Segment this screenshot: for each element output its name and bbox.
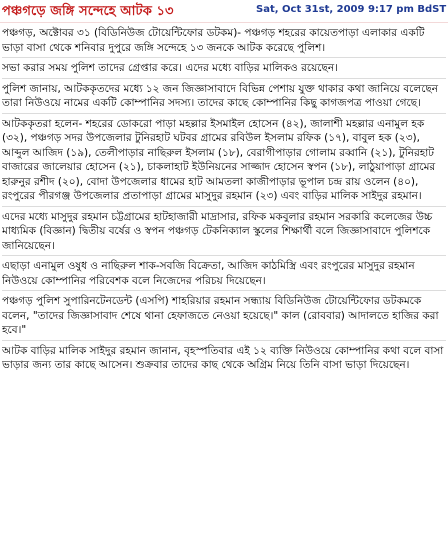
paragraph-arrest: সভা করার সময় পুলিশ তাদের গ্রেপ্তার করে। এদের মধ্যে বাড়ির মালিকও রয়েছেন। — [2, 61, 446, 79]
paragraph-police-statement: পুলিশ জানায়, আটককৃতদের মধ্যে ১২ জন জিজ্ঞাসাবাদে বিভিন্ন পেশায় যুক্ত থাকার কথা জানিয়ে বলেছেন তারা নিউওয়ে নামের একটি কোম্পানির সদস্য। তাদের কাছে কোম্পানির কিছু কাগজপত্র পাওয়া গেছে। — [2, 82, 446, 114]
paragraph-dateline: পঞ্চগড়, অক্টোবর ৩১ (বিডিনিউজ টোয়েন্টিফোর ডটকম)- পঞ্চগড় শহরের কায়েতপাড়া এলাকার একটি ভাড়া বাসা থেকে শনিবার দুপুরে জঙ্গি সন্দেহে ১৩ জনকে আটক করেছে পুলিশ। — [2, 26, 446, 58]
article-body — [2, 26, 446, 550]
paragraph-sp-quote: পঞ্চগড় পুলিশ সুপারিনটেনডেন্ট (এসপি) শাহরিয়ার রহমান সন্ধ্যায় বিডিনিউজ টোয়েন্টিফোর ডটকমকে বলেন, "তাদের জিজ্ঞাসাবাদ শেষে থানা হেফাজতে নেওয়া হয়েছে।" কাল (রোববার) আদালতে হাজির করা হবে।" — [2, 294, 446, 341]
publish-timestamp: Sat, Oct 31st, 2009 9:17 pm BdST — [256, 4, 447, 15]
paragraph-students: এদের মধ্যে মাসুদুর রহমান চট্টগ্রামের হাটহাজারী মাদ্রাসার, রফিক মকবুলার রহমান সরকারি কলেজের উচ্চ মাধ্যমিক (বিজ্ঞান) দ্বিতীয় বর্ষের ও স্বপন পঞ্চগড় টেকনিক্যাল স্কুলের শিক্ষার্থী বলে জিজ্ঞাসাবাদে পুলিশকে জানিয়েছেন। — [2, 210, 446, 257]
article-header — [0, 0, 448, 23]
paragraph-detainee-list: আটককৃতরা হলেন- শহরের ডোকরো পাড়া মহল্লার ইসমাইল হোসেন (৪২), জালাশী মহল্লার এনামুল হক (৩২), পঞ্চগড় সদর উপজেলার টুনিরহাট ঘটবর গ্রামের রবিউল ইসলাম রফিক (১৭), বাবুল হক (২৩), আব্দুল আজিদ (১৯), তেলীপাড়ার নাছিরুল ইসলাম (১৮), বেরাগীপাড়ার গোলাম রব্বানি (২১), টুনিরহাট বাজারের জালেয়ার হোসেন (২১), চাকলাহাট ইউনিয়নের সাজ্জাদ হোসেন স্বপন (১৮), লাঠুয়াপাড়া গ্রামের হারুনুর রশীদ (২০), বোদা উপজেলার ধামের হাট আমতলা কাজীপাড়ার ভূপাল চন্দ্র রায় ওলেন (৪০), রংপুরের পীরগঞ্জ উপজেলার প্রতাপাড়া গ্রামের মাসুদুর রহমান (২৩) এবং বাড়ির মালিক সাইদুর রহমান। — [2, 117, 446, 207]
paragraph-occupations: এছাড়া এনামুল ওষুধ ও নাছিরুল শাক-সবজি বিক্রেতা, আজিদ কাঠমিস্ত্রি এবং রংপুরের মাসুদুর রহমান নিউওয়ে কোম্পানির পরিবেশক বলে নিজেদের পরিচয় দিয়েছেন। — [2, 259, 446, 291]
paragraph-house-owner: আটক বাড়ির মালিক সাইদুর রহমান জানান, বৃহস্পতিবার এই ১২ ব্যক্তি নিউওয়ে কোম্পানির কথা বলে বাসা ভাড়ার জন্য তার কাছে আসেন। শুক্রবার তাদের কাছ থেকে অগ্রিম নিয়ে তিনি বাসা ভাড়া দিয়েছেন। — [2, 344, 444, 371]
headline: পঞ্চগড়ে জঙ্গি সন্দেহে আটক ১৩ — [2, 4, 174, 19]
